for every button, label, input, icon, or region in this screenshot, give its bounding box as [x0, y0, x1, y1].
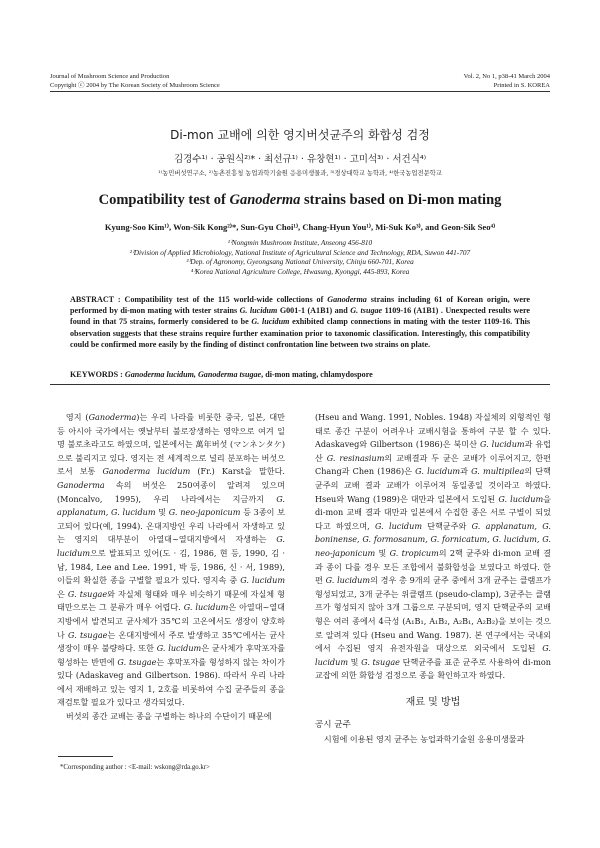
english-title: Compatibility test of Ganoderma strains based on Di-mon mating [98, 192, 502, 208]
corresponding-author-footnote: *Corresponding author : <E-mail: wskong@rda.go.kr> [60, 764, 210, 771]
intro-paragraph-1: 영지 (Ganoderma)는 우리 나라를 비롯한 중국, 일본, 대만 등 아시아 국가에서는 옛날부터 불로장생하는 영약으로 여겨 일명 불로초라고도 하였으며, 일본에서는 萬年버섯 (マンネンタケ)으로 불리지고 있다. 영지는 전 세계적으로 널리 분포하는 버섯으로서 보통 Ganoderma lucidum (Fr.) Karst을 말한다. Ganoderma 속의 버섯은 250여종이 알려져 있으며(Moncalvo, 1995), 우리 나라에서는 지금까지 G. applanatum, G. lucidum 및 G. neo-japonicum 등 3종이 보고되어 있다(예, 1994). 온대지방인 우리 나라에서 자생하고 있는 영지의 대부분이 아열대~열대지방에서 자생하는 G. lucidum으로 발표되고 있어(도 · 김, 1986, 현 등, 1990, 김 · 남, 1984, Lee and Lee. 1991, 박 등, 1986, 신 · 서, 1989), 이들의 확실한 종을 구별할 필요가 있다. 영지속 중 G. lucidum은 G. tsugae와 자실체 형태와 매우 비슷하기 때문에 자실체 형태만으로는 그 분류가 매우 어렵다. G. lucidum은 아열대~열대지방에서 발견되고 균사체가 35℃의 고온에서도 생장이 양호하나 G. tsugae는 온대지방에서 주로 발생하고 35℃에서는 균사 생장이 매우 불량하다. 또한 G. lucidum은 균사체가 후막포자를 형성하는 반면에 G. tsugae는 후막포자를 형성하지 않는 차이가 있다 (Adaskaveg and Gilbertson. 1986). 따라서 우리 나라에서 재배하고 있는 영지 1, 2호를 비롯하여 수집 균주들의 종을 재검토할 필요가 있다고 생각되었다. [57, 412, 285, 708]
header-rule [50, 91, 550, 92]
korean-title: Di-mon 교배에 의한 영지버섯균주의 화합성 검정 [170, 128, 430, 142]
subsection-title-strains: 공시 균주 [315, 720, 351, 731]
keywords: KEYWORDS : Ganoderma lucidum, Ganoderma tsugae, di-mon mating, chlamydospore [70, 370, 373, 379]
intro-paragraph-2: 버섯의 종간 교배는 종을 구별하는 하나의 수단이기 때문에 [65, 711, 272, 722]
issue-header [464, 72, 550, 90]
methods-paragraph-1: 시험에 이용된 영지 균주는 농업과학기술원 응용미생물과 [323, 734, 525, 745]
intro-paragraph-3: (Hseu and Wang. 1991, Nobles. 1948) 자실체의 외형적인 형태로 종간 구분이 어려우나 교배시험을 통하여 구분 할 수 있다. Adaskaveg와 Gilbertson (1986)은 북미산 G. lucidum과 유럽산 G. resinasium의 교배결과 두 균은 교배가 이루어지고, 한편 Chang과 Chen (1986)은 G. lucidum과 G. multipilea의 단핵균주의 교배 결과 교배가 이루어져 동일종일 것이라고 하였다. Hseu와 Wang (1989)은 대만과 일본에서 도입된 G. lucidum을 di-mon 교배 결과 대만과 일본에서 수집한 종은 서로 구별이 되었다고 하였으며, G. lucidum 단핵균주와 G. applanatum, G. boninense, G. formosanum, G. fornicatum, G. lucidum, G. neo-japonicum 및 G. tropicum의 2핵 균주와 di-mon 교배 결과 종이 다를 경우 모든 조합에서 불화합성을 보였다고 하였다. 한편 G. lucidum의 경우 총 9개의 균주 중에서 3개 균주는 클램프가 형성되었고, 3개 균주는 위클램프 (pseudo-clamp), 3균주는 클램프가 형성되지 않아 3개 그룹으로 구분되며, 영지 단핵균주의 교배형은 여러 종에서 4극성 (A₁B₁, A₁B₂, A₂B₁, A₂B₂)을 보이는 것으로 알려져 있다 (Hseu and Wang. 1987). 본 연구에서는 국내외에서 수집된 영지 유전자원을 대상으로 외국에서 도입된 G. lucidum 및 G. tsugae 단핵균주를 표준 균주로 사용하여 di-mon 교잡에 의한 화합성 검정으로 종을 확인하고자 하였다. [315, 412, 552, 681]
volume-line: Vol. 2, No 1, p38-41 March 2004 [463, 73, 550, 80]
section-title-materials-methods: 재료 및 방법 [405, 696, 461, 708]
left-column [57, 411, 285, 724]
korean-affiliations: ¹⁾농민버섯연구소, ²⁾농촌진흥청 농업과학기술원 응용미생물과, ³⁾경상대학교 농학과, ⁴⁾한국농업전문학교 [158, 170, 442, 177]
right-column [315, 411, 551, 747]
abstract: ABSTRACT : Compatibility test of the 115 world-wide collections of Ganoderma strains including 61 of Korean origin, were performed by di-mon mating with tester strains G. lucidum G001-1 (A1B1) and G. tsugae 1109-16 (A1B1) . Unexpected results were found in that 75 strains, formerly considered to be G. lucidum exhibited clamp connections in mating with the tester 1109-16. This observation suggests that these strains require further examination prior to taxonomic classification. Interestingly, this compatibility could be confirmed more easily by the finding of distinct confrontation line between two strains on plate. [70, 295, 531, 349]
printed-line: Printed in S. KOREA [493, 82, 550, 89]
footnote-rule [58, 756, 113, 757]
keywords-rule [50, 384, 550, 385]
english-affiliations: ¹⁾Nongmin Mushroom Institute, Anseong 456-810 ²⁾Division of Applied Microbiology, National Institute of Agricultural Science and Technology, RDA, Suwon 441-707 ³⁾Dep. of Agronomy, Gyeongsang National University, Chinju 660-701, Korea ⁴⁾Korea National Agriculture College, Hwasung, Kyonggi, 445-893, Korea [129, 238, 471, 276]
journal-name: Journal of Mushroom Science and Production [50, 73, 170, 80]
journal-header [50, 72, 220, 90]
copyright-line: Copyright ⓒ 2004 by The Korean Society of Mushroom Science [50, 82, 220, 89]
korean-authors: 김경수¹⁾ · 공원식²⁾* · 최선규¹⁾ · 유창현¹⁾ · 고미석³⁾ · 서건식⁴⁾ [173, 154, 427, 165]
english-authors: Kyung-Soo Kim¹⁾, Won-Sik Kong²⁾*, Sun-Gyu Choi¹⁾, Chang-Hyun You¹⁾, Mi-Suk Ko³⁾, and Geon-Sik Seo⁴⁾ [104, 222, 496, 232]
